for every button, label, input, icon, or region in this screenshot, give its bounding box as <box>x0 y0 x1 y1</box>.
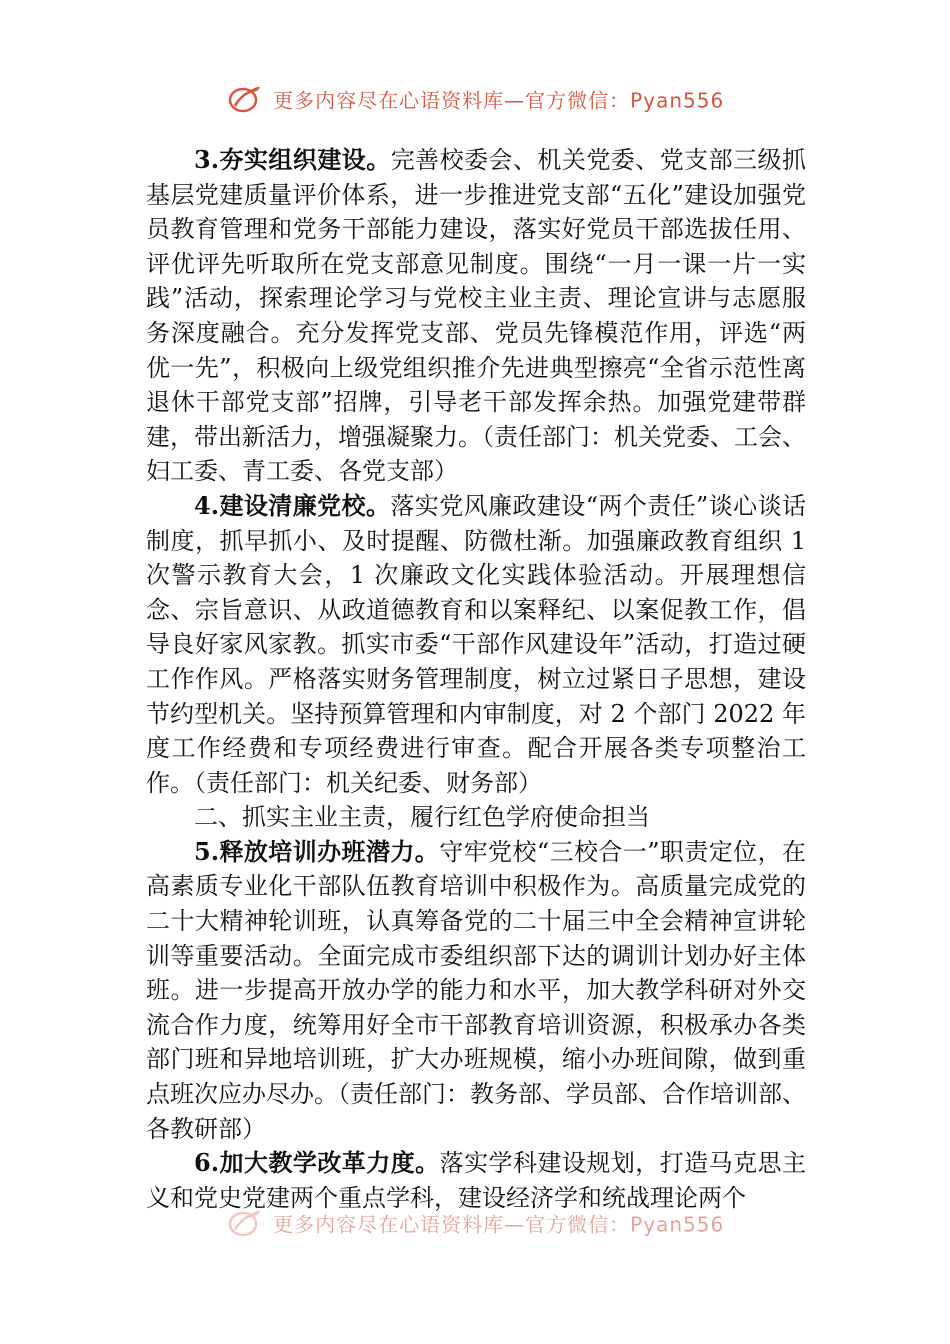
chapter-heading: 二、抓实主业主责，履行红色学府使命担当 <box>194 803 650 832</box>
section-4-body: 落实党风廉政建设“两个责任”谈心谈话制度，抓早抓小、及时提醒、防微杜渐。加强廉政教育组织 1 次警示教育大会，1 次廉政文化实践体验活动。开展理想信念、宗旨意识、从政道德教育和以案释纪、以案促教工作，倡导良好家风家教。抓实市委“干部作风建设年”活动，打造过硬工作作风。严格落实财务管理制度，树立过紧日子思想，建设节约型机关。坚持预算管理和内审制度，对 2 个部门 2022 年度工作经费和专项经费进行审查。配合开展各类专项整治工作。（责任部门：机关纪委、财务部） <box>146 491 806 797</box>
watermark-footer <box>0 1208 950 1238</box>
section-6-title: 6.加大教学改革力度。 <box>194 1148 440 1178</box>
watermark-header <box>0 84 950 114</box>
section-3-paragraph <box>146 143 806 489</box>
section-5-paragraph <box>146 835 806 1146</box>
section-4-title: 4.建设清廉党校。 <box>194 490 391 520</box>
leaf-logo-icon <box>226 1208 262 1238</box>
watermark-text: 更多内容尽在心语资料库—官方微信：Pyan556 <box>273 1212 725 1237</box>
section-6-body: 落实学科建设规划，打造马克思主义和党史党建两个重点学科，建设经济学和统战理论两个 <box>146 1149 807 1212</box>
section-5-title: 5.释放培训办班潜力。 <box>194 836 440 866</box>
watermark-text: 更多内容尽在心语资料库—官方微信：Pyan556 <box>273 88 725 113</box>
section-3-body: 完善校委会、机关党委、党支部三级抓基层党建质量评价体系，进一步推进党支部“五化”建设加强党员教育管理和党务干部能力建设，落实好党员干部选拔任用、评优评先听取所在党支部意见制度。围绕“一月一课一片一实践”活动，探索理论学习与党校主业主责、理论宣讲与志愿服务深度融合。充分发挥党支部、党员先锋模范作用，评选“两优一先”，积极向上级党组织推介先进典型擦亮“全省示范性离退休干部党支部”招牌，引导老干部发挥余热。加强党建带群建，带出新活力，增强凝聚力。（责任部门：机关党委、工会、妇工委、青工委、各党支部） <box>146 146 806 486</box>
section-4-paragraph <box>146 489 806 800</box>
document-body <box>146 143 806 1215</box>
section-6-paragraph <box>146 1146 806 1215</box>
section-3-title: 3.夯实组织建设。 <box>194 145 391 174</box>
leaf-logo-icon <box>226 84 262 114</box>
section-5-body: 守牢党校“三校合一”职责定位，在高素质专业化干部队伍教育培训中积极作为。高质量完成党的二十大精神轮训班，认真筹备党的二十届三中全会精神宣讲轮训等重要活动。全面完成市委组织部下达的调训计划办好主体班。进一步提高开放办学的能力和水平，加大教学科研对外交流合作力度，统筹用好全市干部教育培训资源，积极承办各类部门班和异地培训班，扩大办班规模，缩小办班间隙，做到重点班次应办尽办。（责任部门：教务部、学员部、合作培训部、各教研部） <box>146 837 806 1143</box>
